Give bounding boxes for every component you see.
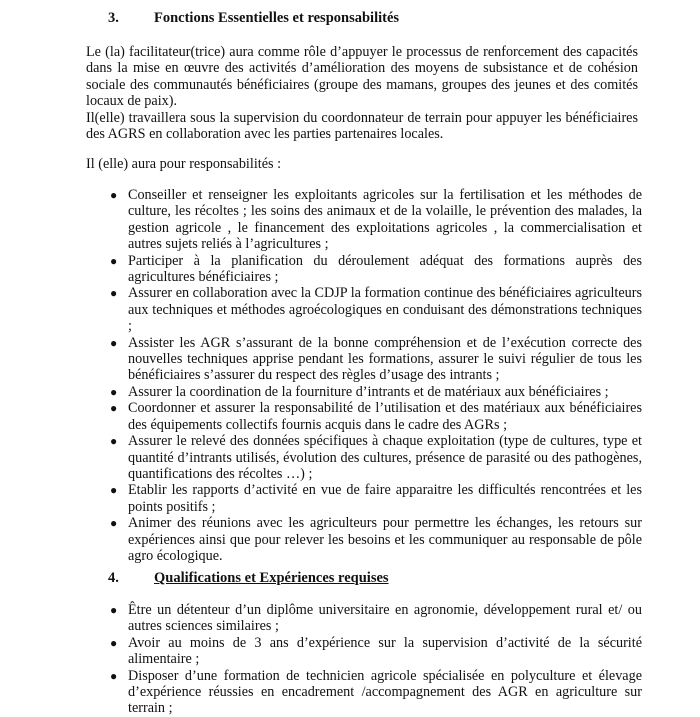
list-item bbox=[110, 400, 642, 433]
bullet-icon: ● bbox=[110, 603, 118, 617]
list-item bbox=[110, 515, 642, 564]
bullet-icon: ● bbox=[110, 384, 118, 399]
bullet-icon: ● bbox=[110, 401, 118, 416]
list-item bbox=[110, 253, 642, 286]
list-item-text: Coordonner et assurer la responsabilité de l’utilisation et des matériaux aux bénéficiaires des équipements collectifs fournis acquis dans le cadre des AGRs ; bbox=[128, 400, 642, 433]
supervision-paragraph: Il(elle) travaillera sous la supervision du coordonnateur de terrain pour appuyer les bénéficiaires des AGRS en collaboration avec les parties partenaires locales. bbox=[86, 110, 638, 143]
list-item-text: Avoir au moins de 3 ans d’expérience sur la supervision d’activité de la sécurité alimentaire ; bbox=[128, 634, 642, 668]
list-item bbox=[110, 602, 642, 635]
bullet-icon: ● bbox=[110, 516, 118, 531]
list-item-text: Animer des réunions avec les agriculteurs pour permettre les échanges, les retours sur expériences ainsi que pour relever les besoins et les communiquer au responsable de pôle agro écologique. bbox=[128, 515, 642, 564]
list-item-text: Être un détenteur d’un diplôme universitaire en agronomie, développement rural et/ ou autres sciences similaires ; bbox=[128, 602, 642, 635]
responsibilities-lead: Il (elle) aura pour responsabilités : bbox=[86, 156, 282, 172]
bullet-icon: ● bbox=[110, 253, 118, 268]
responsibilities-list bbox=[110, 187, 642, 564]
list-item-text: Assister les AGR s’assurant de la bonne compréhension et de l’exécution correcte des nouvelles techniques apprise pendant les formations, assurer le suivi régulier de tous les bénéficiaires s’assurer du respect des règles d’usage des intrants ; bbox=[128, 334, 642, 384]
section-3-title: Fonctions Essentielles et responsabilités bbox=[154, 10, 400, 26]
bullet-icon: ● bbox=[110, 286, 118, 301]
list-item-text: Participer à la planification du déroulement adéquat des formations auprès des agricultures bénéficiaires ; bbox=[128, 252, 642, 286]
section-3-heading bbox=[108, 10, 399, 27]
list-item bbox=[110, 187, 642, 253]
list-item-text: Etablir les rapports d’activité en vue de faire apparaitre les difficultés rencontrées et les points positifs ; bbox=[128, 482, 642, 515]
list-item bbox=[110, 433, 642, 482]
list-item bbox=[110, 482, 642, 515]
list-item-text: Disposer d’une formation de technicien agricole spécialisée en polyculture et élevage d’expérience réussies en encadrement /accompagnement des AGR en agriculture sur terrain ; bbox=[128, 667, 642, 717]
bullet-icon: ● bbox=[110, 188, 118, 202]
list-item bbox=[110, 285, 642, 334]
section-4-heading bbox=[108, 570, 389, 587]
list-item-text: Assurer en collaboration avec la CDJP la formation continue des bénéficiaires agriculteurs aux techniques et méthodes agroécologiques en conduisant des démonstrations techniques ; bbox=[128, 285, 642, 335]
bullet-icon: ● bbox=[110, 434, 118, 449]
section-4-number: 4. bbox=[108, 570, 119, 586]
bullet-icon: ● bbox=[110, 668, 118, 683]
list-item-text: Assurer la coordination de la fourniture d’intrants et de matériaux aux bénéficiaires ; bbox=[128, 383, 609, 400]
list-item-text: Conseiller et renseigner les exploitants agricoles sur la fertilisation et les méthodes de culture, les récoltes ; les soins des animaux et de la volaille, le prévention des malades, la gestion agricole , le financement des exploitations agricoles , la commercialisation et autres sujets reliés à l’agricultures ; bbox=[128, 187, 642, 253]
bullet-icon: ● bbox=[110, 483, 118, 498]
list-item bbox=[110, 668, 642, 717]
section-4-title: Qualifications et Expériences requises bbox=[154, 570, 389, 586]
list-item bbox=[110, 335, 642, 384]
bullet-icon: ● bbox=[110, 335, 118, 350]
list-item-text: Assurer le relevé des données spécifiques à chaque exploitation (type de cultures, type et quantité d’intrants utilisés, évolution des cultures, présence de parasité ou des pathogènes, quantifications des récoltes …) ; bbox=[128, 433, 642, 482]
intro-paragraph: Le (la) facilitateur(trice) aura comme rôle d’appuyer le processus de renforcement des capacités dans la mise en œuvre des activités d’amélioration des moyens de subsistance et de cohésion sociale des communautés bénéficiaires (groupe des mamans, groupes des jeunes et des comités locaux de paix). bbox=[86, 44, 638, 110]
qualifications-list bbox=[110, 602, 642, 717]
section-3-number: 3. bbox=[108, 10, 119, 26]
bullet-icon: ● bbox=[110, 635, 118, 650]
list-item bbox=[110, 635, 642, 668]
list-item bbox=[110, 384, 642, 400]
